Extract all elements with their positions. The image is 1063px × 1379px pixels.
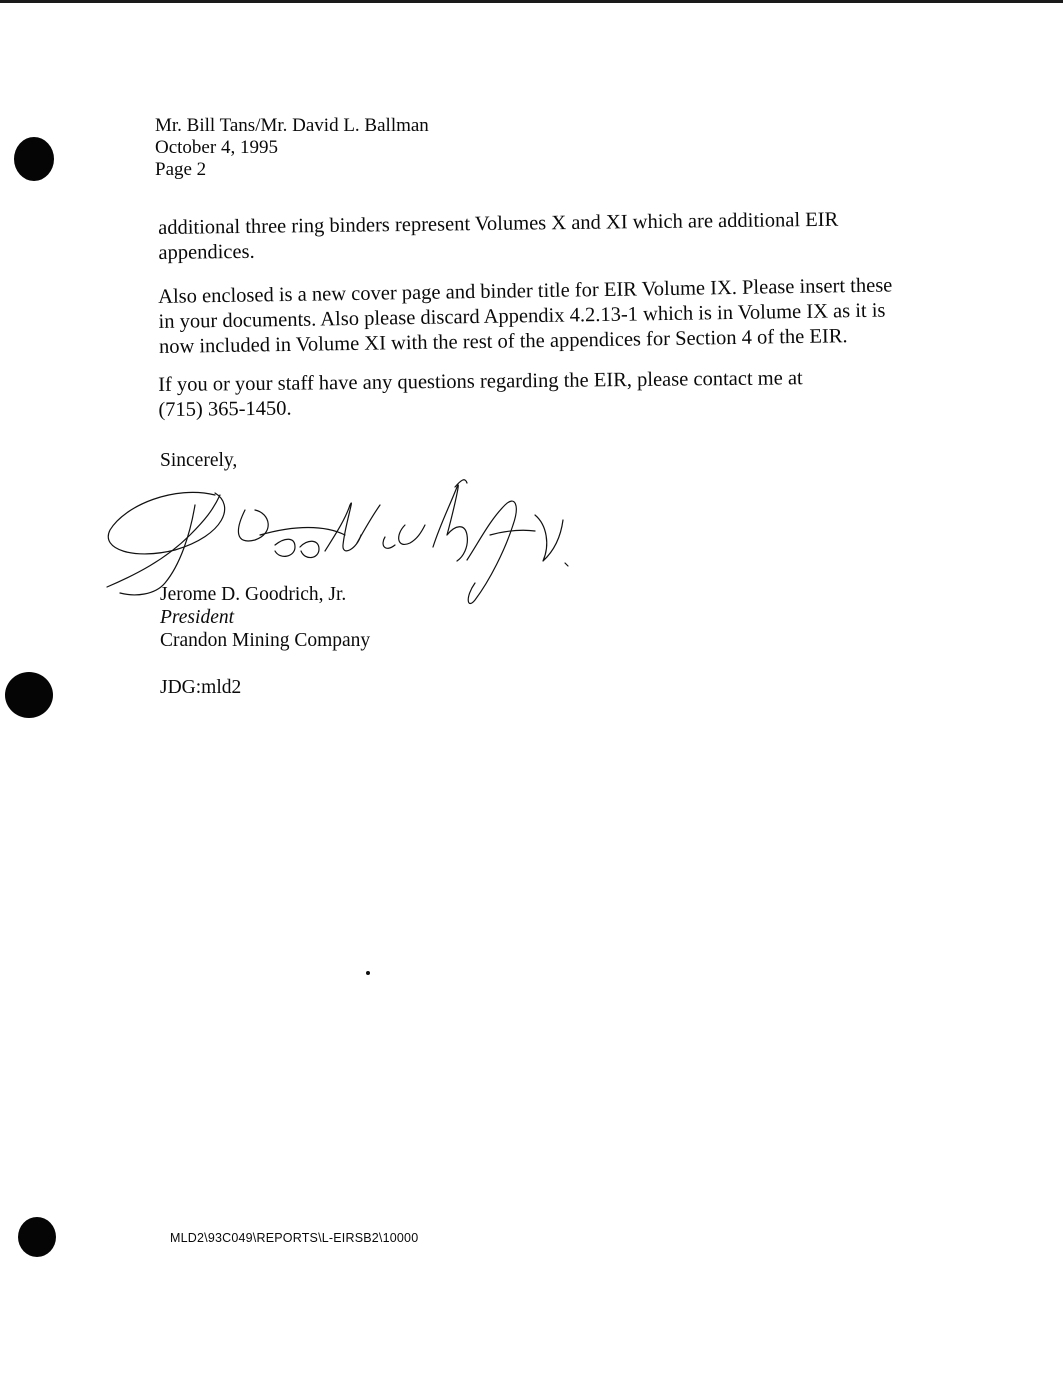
closing-salutation: Sincerely,	[160, 450, 238, 471]
paragraph-line: in your documents. Also please discard Appendix 4.2.13-1 which is in Volume IX as it is	[158, 299, 886, 333]
punch-hole-top	[14, 137, 54, 181]
header-recipients: Mr. Bill Tans/Mr. David L. Ballman	[155, 115, 429, 136]
header-date: October 4, 1995	[155, 137, 278, 158]
top-edge-rule	[0, 0, 1063, 3]
letter-header	[155, 115, 429, 181]
document-path-footer: MLD2\93C049\REPORTS\L-EIRSB2\10000	[170, 1231, 419, 1245]
paragraph-line: additional three ring binders represent Volumes X and XI which are additional EIR	[158, 208, 839, 239]
paragraph-binders	[158, 206, 959, 266]
signatory-company: Crandon Mining Company	[160, 630, 371, 651]
paragraph-line: If you or your staff have any questions regarding the EIR, please contact me at	[158, 367, 803, 396]
paragraph-line: (715) 365-1450.	[158, 397, 292, 421]
scan-speck	[366, 971, 370, 975]
signatory-title: President	[160, 607, 235, 628]
header-page-number: Page 2	[155, 159, 207, 180]
punch-hole-bottom	[18, 1217, 56, 1257]
typist-initials: JDG:mld2	[160, 677, 242, 698]
signatory-block	[160, 583, 370, 652]
punch-hole-middle	[5, 672, 53, 718]
paragraph-contact	[158, 365, 958, 423]
paragraph-enclosures	[158, 272, 959, 360]
paragraph-line: now included in Volume XI with the rest of the appendices for Section 4 of the EIR.	[158, 325, 848, 358]
paragraph-line: Also enclosed is a new cover page and binder title for EIR Volume IX. Please insert these	[158, 274, 893, 308]
paragraph-line: appendices.	[158, 240, 255, 264]
signatory-name: Jerome D. Goodrich, Jr.	[160, 584, 347, 605]
